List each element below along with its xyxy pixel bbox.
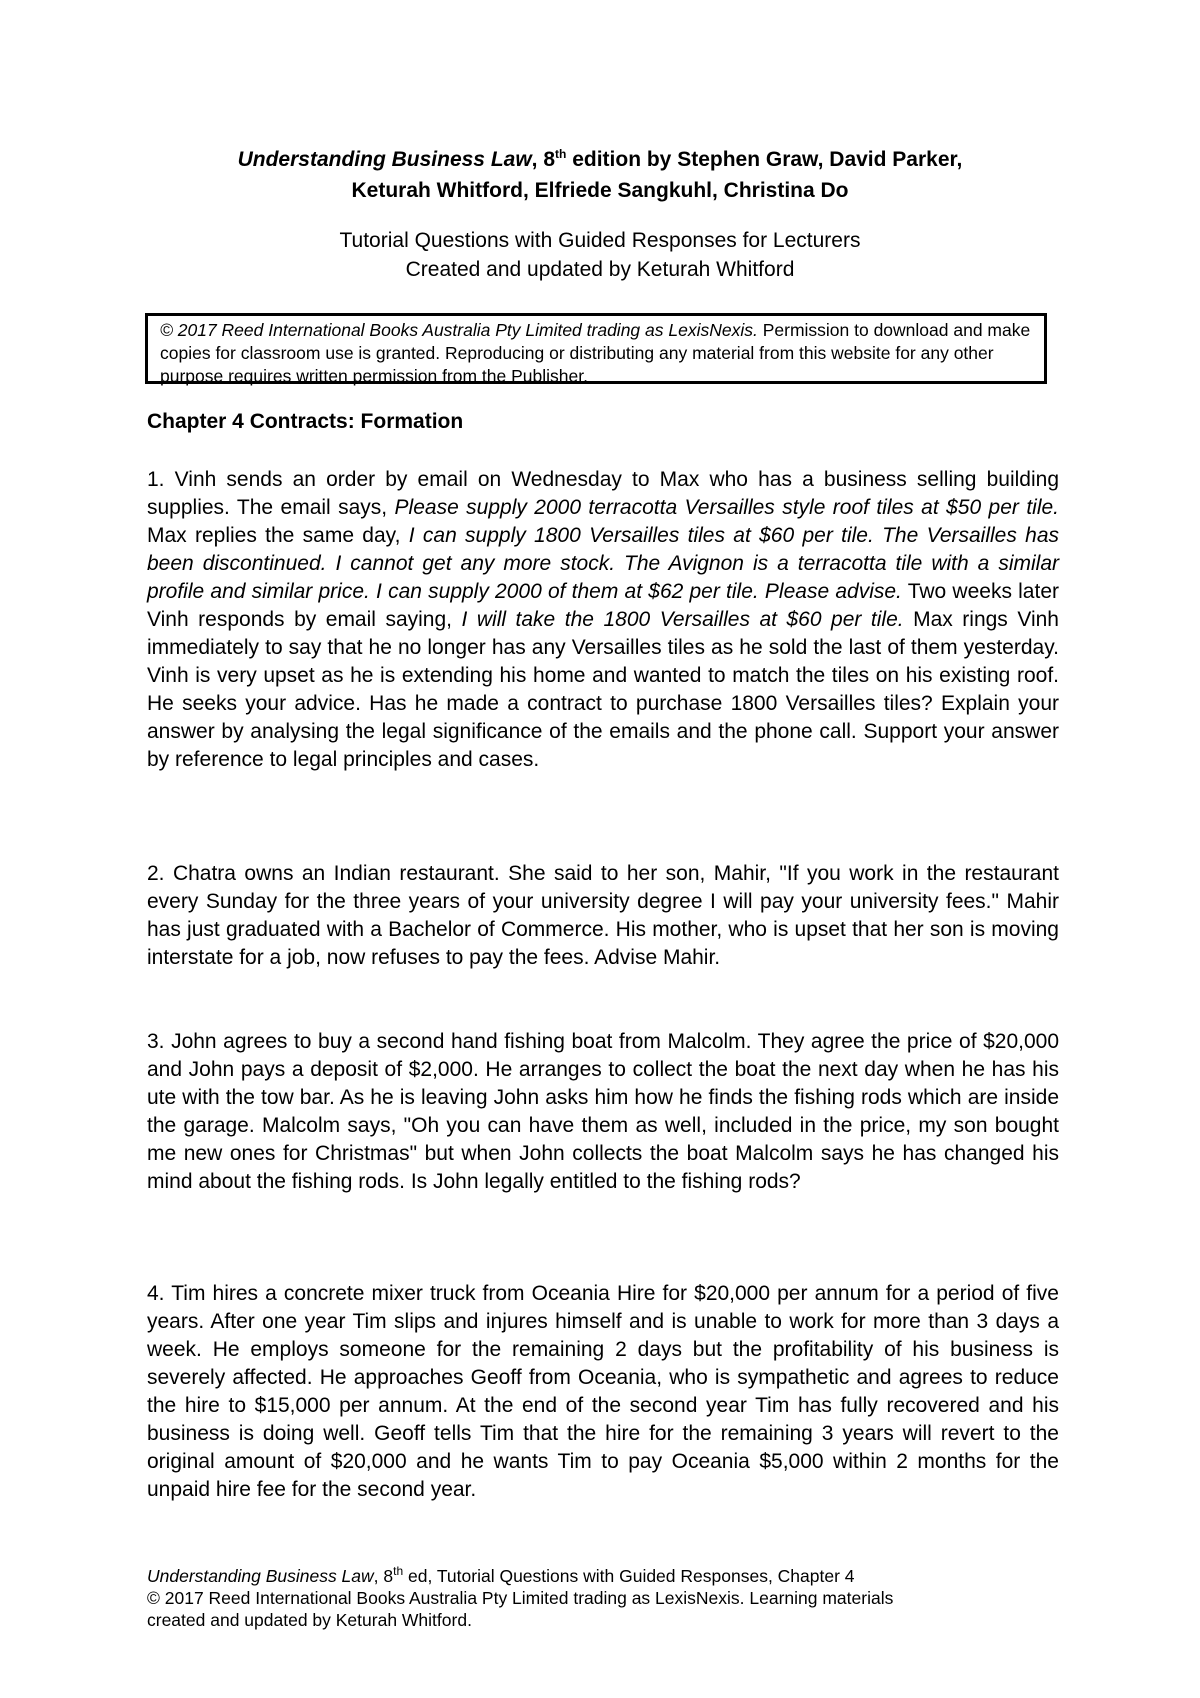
document-subtitle: Tutorial Questions with Guided Responses for Lecturers [339,229,861,252]
footer-book-title: Understanding Business Law [147,1566,374,1586]
copyright-notice-box [145,313,1047,384]
book-title-comma: , 8 [531,148,556,171]
question-quote-segment: Please supply 2000 terracotta Versailles style roof tiles at $50 per tile. [394,496,1059,519]
question-2 [147,860,1059,972]
book-title-line [140,144,1060,175]
question-text-segment: 4. Tim hires a concrete mixer truck from Oceania Hire for $20,000 per annum for a period of five years. After one year Tim slips and injures himself and is unable to work for more than 3 days a week. He employs someone for the remaining 2 days but the profitability of his business is severely affected. He approaches Geoff from Oceania, who is sympathetic and agrees to reduce the hire to $15,000 per annum. At the end of the second year Tim has fully recovered and his business is doing well. Geoff tells Tim that the hire for the remaining 3 years will revert to the original amount of $20,000 and he wants Tim to pay Oceania $5,000 within 2 months for the unpaid hire fee for the second year. [147,1282,1059,1501]
chapter-heading: Chapter 4 Contracts: Formation [147,410,464,433]
question-quote-segment: I will take the 1800 Versailles at $60 per tile. [461,608,904,631]
document-header [140,144,1060,284]
footer-line-1 [147,1565,893,1587]
footer-title-comma: , 8 [373,1566,394,1586]
footer-line-3: created and updated by Keturah Whitford. [147,1610,472,1630]
copyright-permission-text: Permission to download and make copies for classroom use is granted. Reproducing or distributing any material from this website for any other purpose requires written permission from the Publisher. [160,320,1031,386]
question-1 [147,466,1059,774]
question-text-segment: 3. John agrees to buy a second hand fishing boat from Malcolm. They agree the price of $20,000 and John pays a deposit of $2,000. He arranges to collect the boat the next day when he has his ute with the tow bar. As he is leaving John asks him how he finds the fishing rods which are inside the garage. Malcolm says, "Oh you can have them as well, included in the price, my son bought me new ones for Christmas" but when John collects the boat Malcolm says he has changed his mind about the fishing rods. Is John legally entitled to the fishing rods? [147,1030,1059,1193]
question-text-segment: Max rings Vinh immediately to say that he no longer has any Versailles tiles as he sold the last of them yesterday. Vinh is very upset as he is extending his home and wanted to match the tiles on his existing roof. He seeks your advice. Has he made a contract to purchase 1800 Versailles tiles? Explain your answer by analysing the legal significance of the emails and the phone call. Support your answer by reference to legal principles and cases. [147,608,1059,771]
question-4 [147,1280,1059,1504]
book-title: Understanding Business Law [237,148,532,171]
footer-chapter-ref: ed, Tutorial Questions with Guided Responses, Chapter 4 [403,1566,855,1586]
copyright-holder: © 2017 Reed International Books Australia Pty Limited trading as LexisNexis. [160,320,758,340]
question-text-segment: Two weeks later Vinh responds by email saying, [147,580,1059,631]
authors-line: Keturah Whitford, Elfriede Sangkuhl, Christina Do [351,179,849,202]
edition-authors: edition by Stephen Graw, David Parker, [566,148,963,171]
question-quote-segment: I can supply 1800 Versailles tiles at $60 per tile. The Versailles has been discontinued. I cannot get any more stock. The Avignon is a terracotta tile with a similar profile and similar price. I can supply 2000 of them at $62 per tile. Please advise. [147,524,1060,603]
question-text-segment: 1. Vinh sends an order by email on Wednesday to Max who has a business selling building supplies. The email says, [147,468,1059,519]
footer-edition-superscript: th [393,1564,404,1579]
question-3 [147,1028,1059,1196]
question-text-segment: 2. Chatra owns an Indian restaurant. She said to her son, Mahir, "If you work in the restaurant every Sunday for the three years of your university degree I will pay your university fees." Mahir has just graduated with a Bachelor of Commerce. His mother, who is upset that her son is moving interstate for a job, now refuses to pay the fees. Advise Mahir. [147,862,1059,969]
page-footer [147,1565,893,1631]
footer-line-2: © 2017 Reed International Books Australia Pty Limited trading as LexisNexis. Learning materials [147,1588,894,1608]
document-credit: Created and updated by Keturah Whitford [405,258,795,281]
question-text-segment: Max replies the same day, [147,524,409,547]
edition-superscript: th [555,147,567,161]
